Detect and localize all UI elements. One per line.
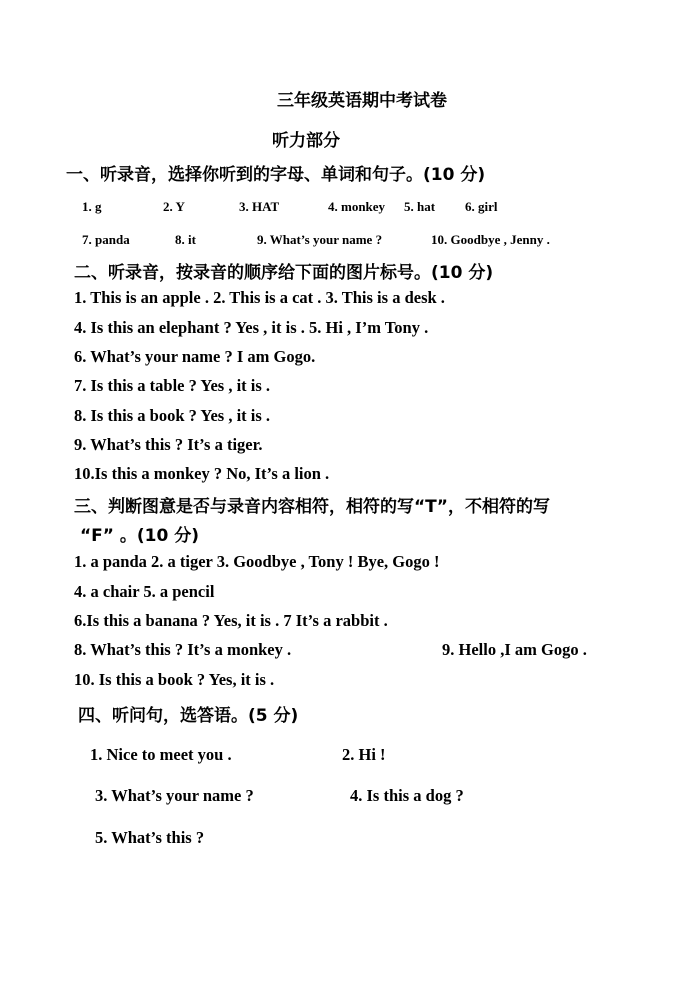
section1-row2	[0, 232, 696, 250]
s1-item-4: 4. monkey	[328, 199, 386, 214]
section1-heading: 一、听录音，选择你听到的字母、单词和句子。(10 分)	[66, 165, 486, 185]
s3-line-2: 4. a chair 5. a pencil	[74, 582, 215, 601]
s1-item-8: 8. it	[175, 232, 196, 247]
s3-line-3: 6.Is this a banana ? Yes, it is . 7 It’s a rabbit .	[74, 611, 388, 630]
s2-line-2: 4. Is this an elephant ? Yes , it is . 5. Hi , I’m Tony .	[74, 318, 429, 337]
s4-q5: 5. What’s this ?	[95, 828, 205, 847]
section1-row1	[0, 199, 696, 217]
s1-item-2: 2. Y	[163, 199, 185, 214]
s1-item-9: 9. What’s your name ?	[257, 232, 383, 247]
s2-line-6: 9. What’s this ? It’s a tiger.	[74, 435, 263, 454]
s1-item-6: 6. girl	[465, 199, 498, 214]
s1-item-5: 5. hat	[404, 199, 436, 214]
section2-heading: 二、听录音，按录音的顺序给下面的图片标号。(10 分)	[74, 263, 494, 283]
s2-line-3: 6. What’s your name ? I am Gogo.	[74, 347, 316, 366]
s1-item-1: 1. g	[82, 199, 102, 214]
s3-line-5: 10. Is this a book ? Yes, it is .	[74, 670, 275, 689]
s2-line-5: 8. Is this a book ? Yes , it is .	[74, 406, 271, 425]
s1-item-3: 3. HAT	[239, 199, 280, 214]
s1-item-10: 10. Goodbye , Jenny .	[431, 232, 550, 247]
s4-q1: 1. Nice to meet you .	[90, 745, 232, 764]
s2-line-4: 7. Is this a table ? Yes , it is .	[74, 376, 271, 395]
section3-heading-cont: “F” 。(10 分)	[80, 526, 199, 546]
s3-line-1: 1. a panda 2. a tiger 3. Goodbye , Tony ! Bye, Gogo !	[74, 552, 440, 571]
s2-line-7: 10.Is this a monkey ? No, It’s a lion .	[74, 464, 330, 483]
section3-heading: 三、判断图意是否与录音内容相符，相符的写“T”，不相符的写	[74, 497, 550, 517]
s3-line-4-left: 8. What’s this ? It’s a monkey .	[74, 640, 292, 659]
s1-item-7: 7. panda	[82, 232, 130, 247]
s4-q2: 2. Hi !	[342, 745, 386, 764]
page-subtitle: 听力部分	[272, 131, 340, 151]
section4-heading: 四、听问句，选答语。(5 分)	[78, 706, 299, 726]
s4-q4: 4. Is this a dog ?	[350, 786, 464, 805]
s2-line-1: 1. This is an apple . 2. This is a cat . 3. This is a desk .	[74, 288, 445, 307]
page-title: 三年级英语期中考试卷	[277, 91, 447, 111]
s4-q3: 3. What’s your name ?	[95, 786, 254, 805]
s3-line-4-right: 9. Hello ,I am Gogo .	[442, 640, 587, 659]
